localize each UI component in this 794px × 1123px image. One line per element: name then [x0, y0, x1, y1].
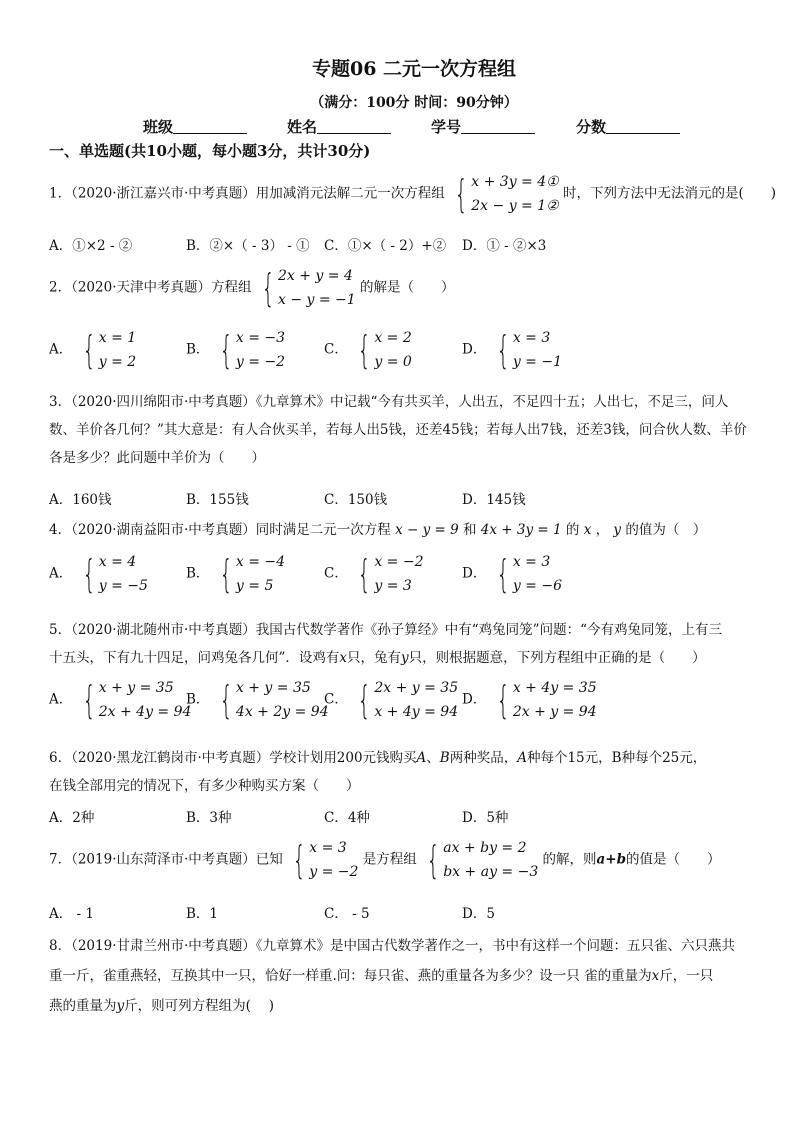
- q2-b-line-2: y = −2: [235, 354, 286, 370]
- q2-d-line-2: y = −1: [512, 354, 562, 370]
- student-id-blank: [461, 118, 535, 134]
- q8-var-y: y: [116, 998, 125, 1014]
- score-field: [576, 116, 680, 137]
- q2-a-line-2: y = 2: [98, 354, 137, 370]
- q4-and: 和: [463, 522, 477, 538]
- q2-c-line-2: y = 0: [374, 354, 412, 370]
- q4-equation-1: x − y = 9: [395, 522, 459, 538]
- score-label: 分数: [576, 118, 607, 136]
- q4-d-line-2: y = −6: [512, 578, 562, 594]
- q6-text-a: 6．（2020·黑龙江鹤岗市·中考真题）学校计划用200元钱购买: [49, 750, 417, 766]
- q6-option-b: B．3种: [186, 810, 232, 826]
- brace-icon: {: [454, 172, 468, 216]
- q1-equation-1: x + 3y = 4①: [471, 174, 559, 190]
- question-6-line-2: 在钱全部用完的情况下，有多少种购买方案（ ）: [49, 778, 360, 794]
- q1-equation-2: 2x − y = 1②: [471, 198, 559, 214]
- q5-var-x: x: [339, 650, 348, 666]
- brace-icon: {: [292, 838, 306, 882]
- brace-icon: {: [219, 552, 233, 596]
- q5-option-d-label: D．: [462, 691, 487, 708]
- brace-icon: {: [496, 328, 510, 372]
- q5-text-a: 十五头，下有九十四足，问鸡兔各几何”．设鸡有: [49, 650, 340, 666]
- q1-equation-system: [449, 170, 559, 218]
- q4-option-d: [462, 550, 562, 598]
- question-1: [49, 170, 776, 218]
- q7-expression: a+b: [596, 851, 627, 868]
- q4-comma: ，: [595, 522, 610, 538]
- q6-sep: 、: [426, 750, 440, 766]
- q6-var-a: A: [416, 750, 427, 766]
- q4-a-line-2: y = −5: [98, 578, 148, 594]
- q2-equation-1: 2x + y = 4: [277, 268, 353, 284]
- class-field: [143, 116, 247, 137]
- q5-c-line-1: 2x + y = 35: [374, 680, 459, 696]
- student-id-field: [431, 116, 535, 137]
- q2-stem: 2．（2020·天津中考真题）方程组: [49, 279, 252, 296]
- q4-b-line-1: x = −4: [235, 554, 286, 570]
- q4-option-c-label: C．: [324, 565, 348, 582]
- q5-d-line-2: 2x + y = 94: [512, 704, 597, 720]
- brace-icon: {: [357, 678, 371, 722]
- question-8-line-2: [49, 964, 713, 984]
- q6-option-d: D．5种: [462, 810, 509, 826]
- q5-text-b: 只，兔有: [347, 650, 402, 666]
- q5-a-line-2: 2x + 4y = 94: [98, 704, 192, 720]
- q4-equation-2: 4x + 3y = 1: [480, 522, 562, 538]
- q7-sol-2: y = −2: [309, 864, 359, 880]
- brace-icon: {: [426, 838, 440, 882]
- q4-var-y: y: [613, 522, 622, 538]
- brace-icon: {: [219, 678, 233, 722]
- q2-stem-end: 的解是（ ）: [360, 279, 455, 296]
- q3-option-d: D．145钱: [462, 492, 526, 508]
- q4-stem-part: 的: [565, 522, 580, 538]
- q5-var-y: y: [401, 650, 409, 666]
- q4-c-line-1: x = −2: [374, 554, 424, 570]
- q5-b-line-2: 4x + 2y = 94: [235, 704, 329, 720]
- score-blank: [606, 118, 680, 134]
- q5-d-line-1: x + 4y = 35: [512, 680, 597, 696]
- brace-icon: {: [81, 552, 96, 596]
- q4-stem: 4．（2020·湖南益阳市·中考真题）同时满足二元一次方程: [49, 522, 391, 538]
- q7-equation-system: [421, 836, 538, 884]
- q7-text-1: 的解，则: [542, 851, 597, 868]
- question-5-line-1: 5．（2020·湖北随州市·中考真题）我国古代数学著作《孙子算经》中有“鸡兔同笼”问题：“今有鸡兔同笼，上有三: [49, 622, 722, 638]
- q4-a-line-1: x = 4: [98, 554, 137, 570]
- q5-option-a: [49, 676, 191, 724]
- q5-c-line-2: x + 4y = 94: [374, 704, 459, 720]
- q5-option-a-label: A．: [49, 691, 73, 708]
- q5-option-d: [462, 676, 597, 724]
- question-2: [49, 264, 455, 312]
- class-label: 班级: [143, 118, 174, 136]
- question-5-line-2: [49, 646, 706, 666]
- q3-option-c: C．150钱: [324, 492, 388, 508]
- question-7: [49, 836, 721, 884]
- q5-option-c-label: C．: [324, 691, 348, 708]
- q3-option-b: B．155钱: [186, 492, 249, 508]
- section-heading: 一、单选题(共10小题，每小题3分，共计30分): [49, 142, 371, 160]
- q1-option-b: B．②×（ - 3） - ①: [186, 238, 310, 254]
- q4-option-b: [186, 550, 285, 598]
- document-title: 专题06 二元一次方程组: [311, 58, 517, 80]
- question-6-line-1: [49, 746, 706, 766]
- q4-b-line-2: y = 5: [235, 578, 274, 594]
- q2-equation-system: [256, 264, 356, 312]
- q7-option-d: D．5: [462, 906, 495, 922]
- q5-text-c: 只，则根据题意，下列方程组中正确的是（ ）: [408, 650, 706, 666]
- q2-a-line-1: x = 1: [98, 330, 137, 346]
- q8-text-d: 斤，则可列方程组为( ): [124, 998, 274, 1014]
- q4-option-d-label: D．: [462, 565, 487, 582]
- q2-option-c: [324, 326, 412, 374]
- q1-stem: 1．（2020·浙江嘉兴市·中考真题）用加减消元法解二元一次方程组: [49, 185, 445, 202]
- q6-option-c: C．4种: [324, 810, 370, 826]
- question-8-line-3: [49, 994, 274, 1014]
- q1-stem-end: 时，下列方法中无法消元的是( ): [563, 185, 777, 202]
- score-time-info: （满分：100分 时间：90分钟）: [310, 95, 518, 111]
- brace-icon: {: [219, 328, 233, 372]
- brace-icon: {: [357, 552, 371, 596]
- q2-option-d-label: D．: [462, 341, 487, 358]
- question-4: [49, 518, 706, 538]
- q8-text-c: 燕的重量为: [49, 998, 117, 1014]
- q1-option-d: D．① - ②×3: [462, 238, 547, 254]
- q1-option-a: A．①×2 - ②: [49, 238, 133, 254]
- q2-option-b-label: B．: [186, 341, 210, 358]
- q8-text-a: 重一斤，雀重燕轻，互换其中一只，恰好一样重.问：每只雀、燕的重量各为多少？设一只 雀的重量为: [49, 968, 652, 984]
- q2-option-b: [186, 326, 285, 374]
- q3-option-a: A．160钱: [49, 492, 112, 508]
- q7-eq-1: ax + by = 2: [443, 840, 527, 856]
- q2-option-d: [462, 326, 562, 374]
- q4-c-line-2: y = 3: [374, 578, 412, 594]
- q2-option-c-label: C．: [324, 341, 348, 358]
- brace-icon: {: [496, 552, 510, 596]
- q2-c-line-1: x = 2: [374, 330, 412, 346]
- q7-option-b: B．1: [186, 906, 219, 922]
- q4-d-line-1: x = 3: [512, 554, 551, 570]
- q5-a-line-1: x + y = 35: [98, 680, 174, 696]
- q6-var-b: B: [439, 750, 450, 766]
- q7-sol-1: x = 3: [309, 840, 347, 856]
- name-blank: [317, 118, 391, 134]
- student-id-label: 学号: [431, 118, 462, 136]
- q7-text-2: 的值是（ ）: [626, 851, 721, 868]
- q4-var-x: x: [583, 522, 592, 538]
- q7-option-c: C． - 5: [324, 906, 370, 922]
- name-field: [287, 116, 391, 137]
- q7-mid: 是方程组: [362, 851, 417, 868]
- brace-icon: {: [81, 328, 96, 372]
- q4-stem-end: 的值为（ ）: [625, 522, 707, 538]
- q2-d-line-1: x = 3: [512, 330, 551, 346]
- q5-option-c: [324, 676, 458, 724]
- q7-option-a: A． - 1: [49, 906, 94, 922]
- q5-option-b-label: B．: [186, 691, 210, 708]
- q6-option-a: A．2种: [49, 810, 95, 826]
- name-label: 姓名: [287, 118, 318, 136]
- q6-var-a2: A: [517, 750, 527, 766]
- q4-option-b-label: B．: [186, 565, 210, 582]
- q5-option-b: [186, 676, 329, 724]
- q4-option-c: [324, 550, 424, 598]
- brace-icon: {: [357, 328, 371, 372]
- q7-eq-2: bx + ay = −3: [443, 864, 539, 880]
- class-blank: [173, 118, 247, 134]
- question-3: 3．（2020·四川绵阳市·中考真题）《九章算术》中记载“今有共买羊，人出五，不足四十五；人出七，不足三，问人数、羊价各几何？”其大意是：有人合伙买羊，若每人出5钱，还差45钱；若每人出7钱，还差3钱，问合伙人数、羊价各是多少？此问题中羊价为（ ）: [49, 394, 747, 466]
- q5-b-line-1: x + y = 35: [235, 680, 311, 696]
- brace-icon: {: [496, 678, 510, 722]
- q4-option-a-label: A．: [49, 565, 73, 582]
- q6-text-b: 两种奖品，: [449, 750, 518, 766]
- q1-option-c: C．①×（ - 2）+②: [324, 238, 447, 254]
- brace-icon: {: [81, 678, 96, 722]
- q2-option-a: [49, 326, 136, 374]
- q8-text-b: 斤，一只: [659, 968, 714, 984]
- q2-equation-2: x − y = −1: [277, 292, 356, 308]
- question-8-line-1: 8．（2019·甘肃兰州市·中考真题）《九章算术》是中国古代数学著作之一，书中有这样一个问题：五只雀、六只燕共: [49, 938, 736, 954]
- brace-icon: {: [261, 266, 275, 310]
- q2-b-line-1: x = −3: [235, 330, 286, 346]
- q6-text-c: 种每个15元，B种每个25元，: [526, 750, 707, 766]
- q8-var-x: x: [651, 968, 660, 984]
- q4-option-a: [49, 550, 148, 598]
- q2-option-a-label: A．: [49, 341, 73, 358]
- q7-stem: 7．（2019·山东菏泽市·中考真题）已知: [49, 851, 283, 868]
- q7-solution-system: [287, 836, 358, 884]
